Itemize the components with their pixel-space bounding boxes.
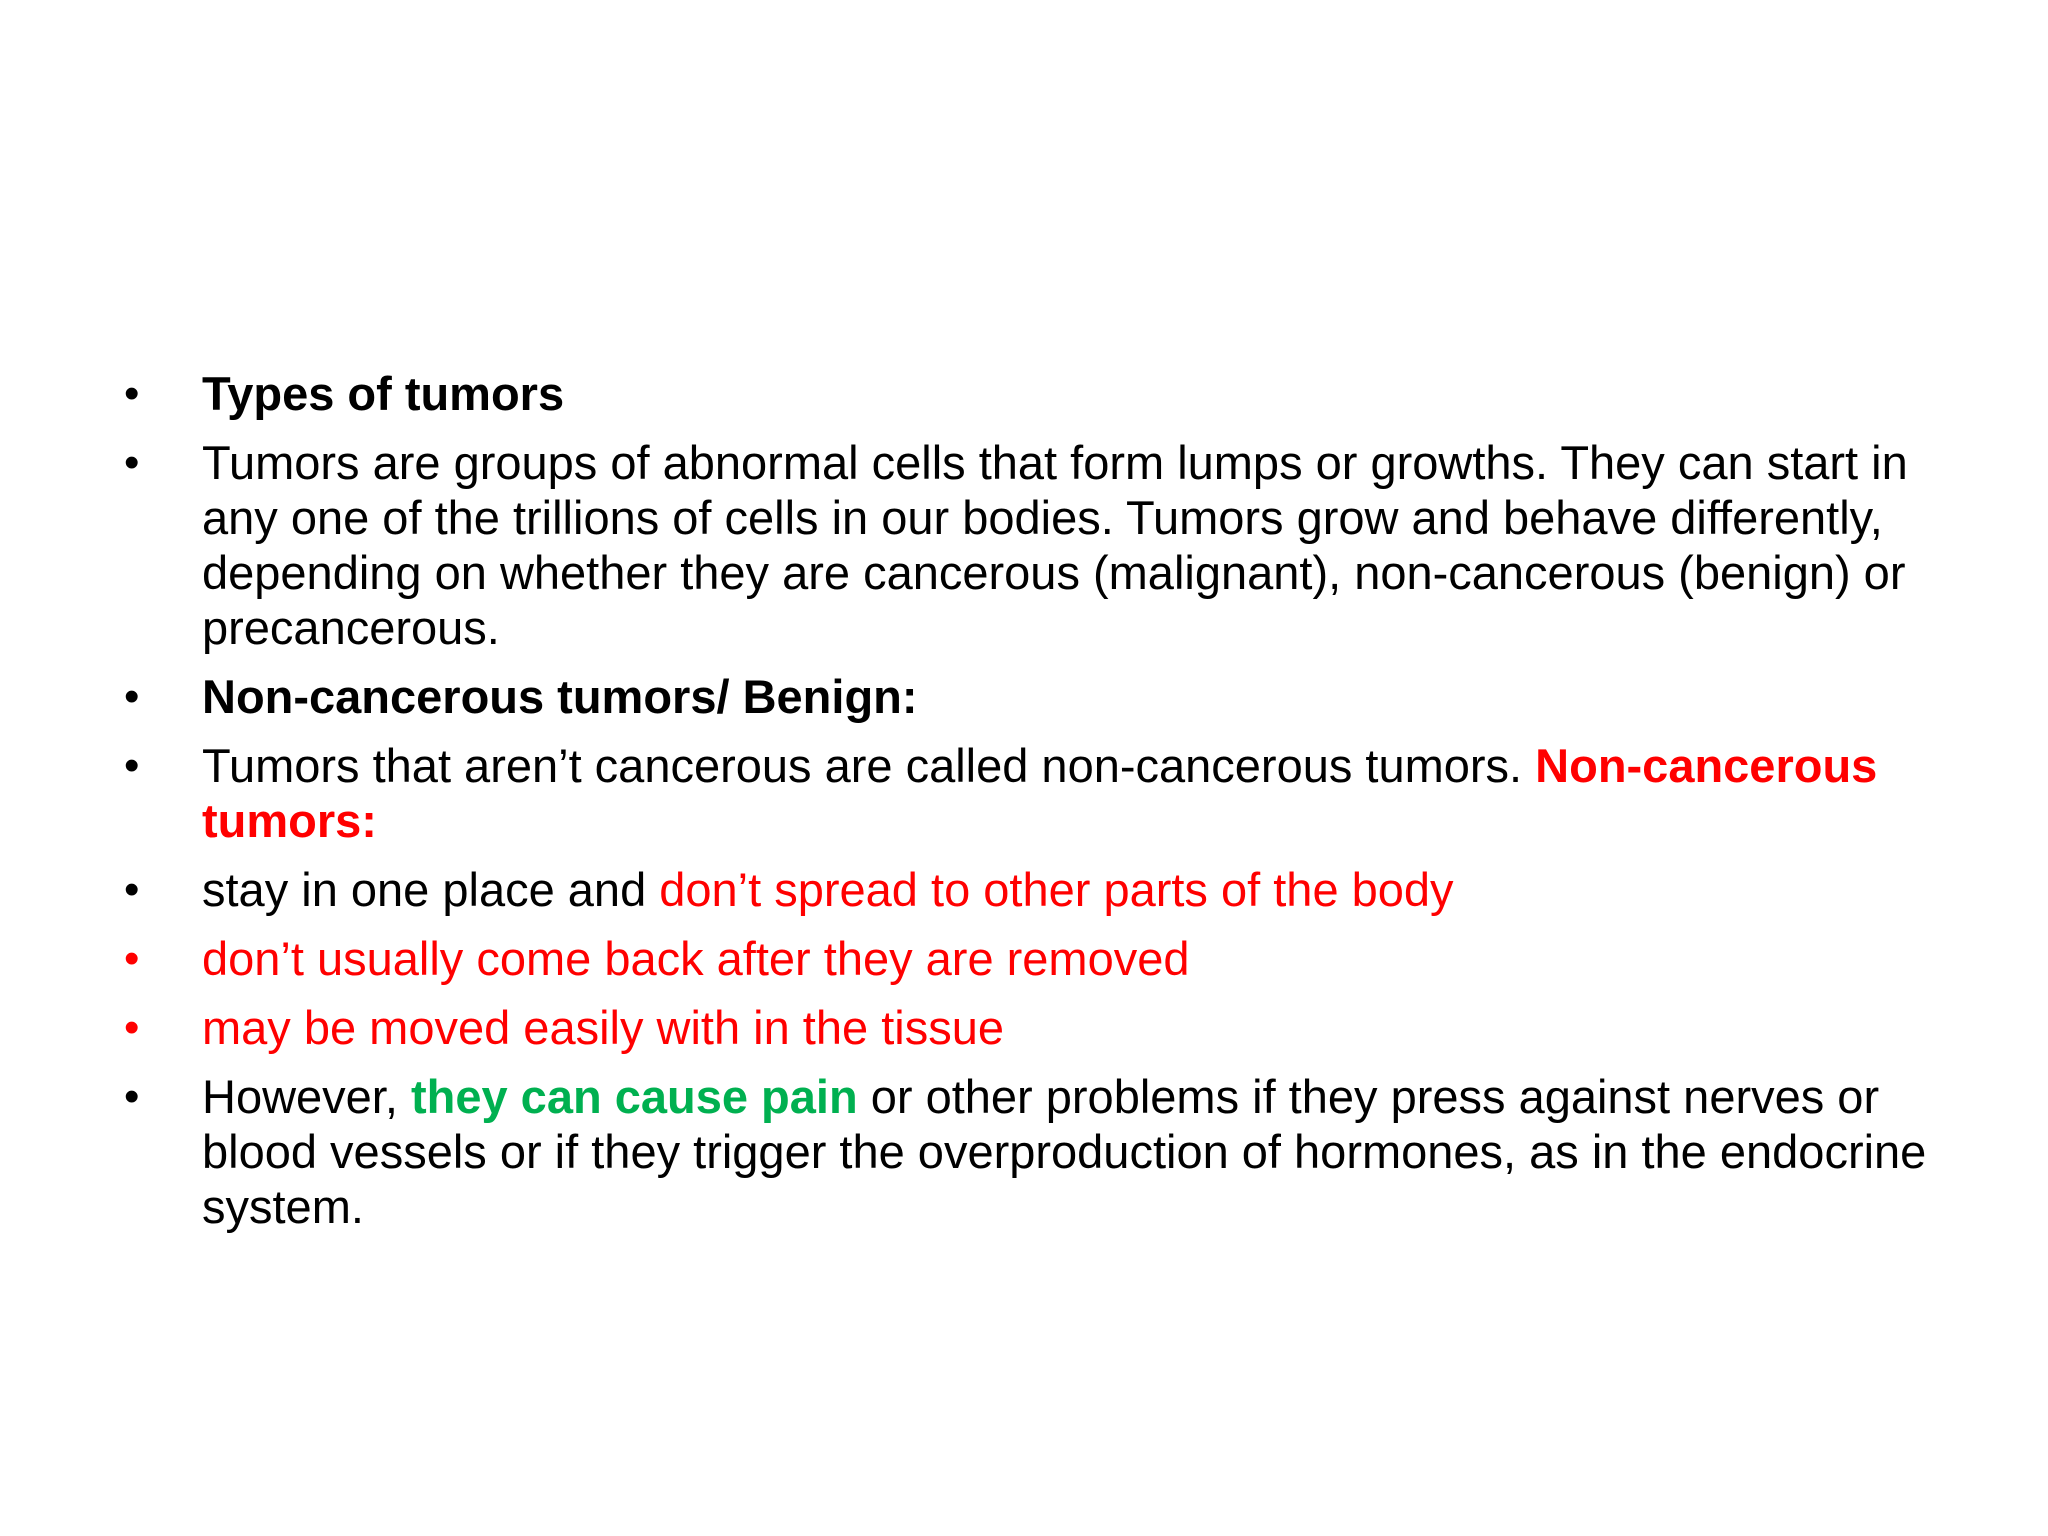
however-text: However, (202, 1070, 411, 1123)
bullet-list (118, 366, 1958, 1248)
dont-come-back-text: don’t usually come back after they are removed (202, 932, 1190, 985)
tumors-definition-text: Tumors are groups of abnormal cells that form lumps or growths. They can start in any one of the trillions of cells in our bodies. Tumors grow and behave differently, depending on whether they are cancerous (malignant), non-cancerous (benign) or precancerous. (202, 436, 1908, 654)
cause-pain-highlight: they can cause pain (410, 1070, 858, 1123)
list-item-stay-in-place (118, 862, 1958, 917)
moved-easily-text: may be moved easily with in the tissue (202, 1001, 1004, 1054)
bullet-icon: • (124, 1003, 140, 1052)
heading-non-cancerous-benign: Non-cancerous tumors/ Benign: (202, 670, 918, 723)
list-item-types-of-tumors (118, 366, 1958, 421)
list-item-dont-come-back (118, 931, 1958, 986)
heading-types-of-tumors: Types of tumors (202, 367, 565, 420)
list-item-moved-easily (118, 1000, 1958, 1055)
bullet-icon: • (124, 741, 140, 790)
bullet-icon: • (124, 438, 140, 487)
non-cancerous-highlight: Non-cancerous tumors: (202, 739, 1878, 847)
bullet-icon: • (124, 1072, 140, 1121)
bullet-icon: • (124, 672, 140, 721)
non-cancerous-definition-text: Tumors that aren’t cancerous are called non-cancerous tumors. (202, 739, 1536, 792)
stay-in-place-text: stay in one place and (202, 863, 660, 916)
dont-spread-highlight: don’t spread to other parts of the body (659, 863, 1454, 916)
cause-pain-rest-text: or other problems if they press against nerves or blood vessels or if they trigger the overproduction of hormones, as in the endocrine system. (202, 1070, 1927, 1233)
bullet-icon: • (124, 369, 140, 418)
list-item-cause-pain (118, 1069, 1958, 1234)
bullet-icon: • (124, 934, 140, 983)
list-item-tumors-definition (118, 435, 1958, 655)
list-item-benign-heading (118, 669, 1958, 724)
bullet-icon: • (124, 865, 140, 914)
list-item-non-cancerous-definition (118, 738, 1958, 848)
